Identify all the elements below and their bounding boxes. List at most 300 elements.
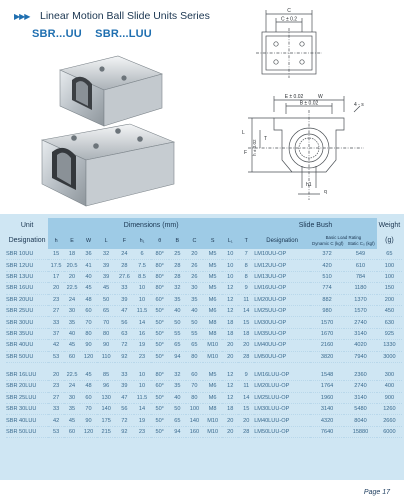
table-cell: 9 — [238, 370, 254, 381]
table-cell: 200 — [377, 294, 402, 305]
table-cell: M8 — [203, 328, 222, 339]
table-cell: 12 — [222, 294, 238, 305]
table-cell: 24 — [64, 294, 80, 305]
table-cell: 549 — [344, 249, 377, 260]
bush-designation-cell: LM30LUU-OP — [254, 404, 310, 415]
table-cell: 23 — [134, 426, 151, 437]
table-cell: 60 — [80, 305, 97, 316]
table-cell: 50 — [169, 404, 186, 415]
dim-header: h₁ — [134, 233, 151, 249]
bush-designation-cell: LM25LUU-OP — [254, 392, 310, 403]
table-cell: 160 — [186, 426, 203, 437]
table-cell: 5480 — [344, 404, 377, 415]
dim-header: S — [203, 233, 222, 249]
table-cell: 22.5 — [64, 370, 80, 381]
table-cell: 70 — [97, 317, 115, 328]
bush-designation-cell: LM20LUU-OP — [254, 381, 310, 392]
table-cell: 20 — [238, 415, 254, 426]
table-cell: 28 — [169, 271, 186, 282]
table-cell: 20 — [48, 370, 64, 381]
series-title: Linear Motion Ball Slide Units Series — [40, 10, 210, 22]
model-names — [32, 28, 162, 40]
table-cell: 50 — [97, 294, 115, 305]
unit-designation-cell: SBR 40UU — [6, 340, 48, 351]
product-photo-luu — [38, 122, 178, 208]
table-cell: 6 — [134, 249, 151, 260]
table-cell: 23 — [134, 351, 151, 362]
table-cell: 92 — [115, 351, 133, 362]
unit-designation-cell: SBR 20UU — [6, 294, 48, 305]
table-cell: 40 — [169, 305, 186, 316]
table-cell: 47 — [115, 305, 133, 316]
table-cell: 35 — [64, 317, 80, 328]
table-cell: 140 — [186, 415, 203, 426]
table-row — [6, 249, 402, 260]
table-cell: 33 — [115, 283, 133, 294]
table-row — [6, 260, 402, 271]
table-cell: 40 — [169, 392, 186, 403]
table-cell: 20 — [222, 340, 238, 351]
table-cell: 100 — [377, 260, 402, 271]
table-cell: 2740 — [344, 381, 377, 392]
table-cell: 14 — [238, 392, 254, 403]
dim-header: W — [80, 233, 97, 249]
table-cell: M5 — [203, 249, 222, 260]
table-cell: 4320 — [310, 415, 344, 426]
table-cell: 12 — [222, 392, 238, 403]
table-cell: 33 — [48, 317, 64, 328]
table-cell: 100 — [377, 271, 402, 282]
table-cell: 40 — [186, 305, 203, 316]
label-f: F — [244, 150, 248, 156]
table-cell: 39 — [115, 294, 133, 305]
table-cell: 980 — [310, 305, 344, 316]
bush-designation-cell: LM16UU-OP — [254, 283, 310, 294]
unit-designation-cell: SBR 30UU — [6, 317, 48, 328]
table-cell: 20.5 — [64, 260, 80, 271]
table-cell: 3140 — [344, 392, 377, 403]
unit-designation-cell: SBR 16LUU — [6, 370, 48, 381]
table-cell: 215 — [97, 426, 115, 437]
table-cell: 10 — [222, 249, 238, 260]
table-cell: 47 — [115, 392, 133, 403]
header-weight: Weight — [378, 222, 401, 229]
table-cell: 56 — [115, 404, 133, 415]
table-cell: 50° — [151, 305, 169, 316]
table-cell: 11 — [238, 294, 254, 305]
unit-designation-cell: SBR 50LUU — [6, 426, 48, 437]
table-cell: 41 — [80, 260, 97, 271]
table-cell: 1370 — [344, 294, 377, 305]
table-cell: 10 — [134, 381, 151, 392]
table-cell: 70 — [186, 381, 203, 392]
table-cell: 60° — [151, 294, 169, 305]
table-cell: 45 — [64, 415, 80, 426]
table-cell: 140 — [97, 404, 115, 415]
label-h-tol: h ± 0.02 — [252, 139, 257, 156]
table-row — [6, 381, 402, 392]
table-cell: 110 — [97, 351, 115, 362]
table-cell: 39 — [115, 381, 133, 392]
table-cell: M5 — [203, 271, 222, 282]
header-unit: Unit — [20, 222, 34, 229]
table-cell: 2740 — [344, 317, 377, 328]
table-row — [6, 271, 402, 282]
table-cell: M5 — [203, 370, 222, 381]
table-cell: 27.6 — [115, 271, 133, 282]
drawing-section-view — [234, 90, 384, 210]
bush-designation-cell: LM25UU-OP — [254, 305, 310, 316]
table-cell: 900 — [377, 392, 402, 403]
unit-designation-cell: SBR 25UU — [6, 305, 48, 316]
table-cell: 35 — [186, 294, 203, 305]
table-cell: M5 — [203, 283, 222, 294]
table-cell: 37 — [48, 328, 64, 339]
table-cell: 53 — [48, 351, 64, 362]
table-cell: 60 — [64, 351, 80, 362]
table-cell: 63 — [115, 328, 133, 339]
table-cell: 45 — [80, 283, 97, 294]
table-cell: 65 — [169, 415, 186, 426]
table-cell: 28 — [238, 426, 254, 437]
table-cell: 20 — [222, 415, 238, 426]
table-cell: 400 — [377, 381, 402, 392]
table-cell: 18 — [222, 317, 238, 328]
table-cell: 39 — [97, 271, 115, 282]
label-t: T — [264, 136, 268, 142]
table-cell: 420 — [310, 260, 344, 271]
table-cell: 20 — [64, 271, 80, 282]
table-cell: 15 — [48, 249, 64, 260]
table-cell: 94 — [169, 351, 186, 362]
table-cell: 80 — [80, 328, 97, 339]
product-photo-uu — [58, 50, 166, 128]
table-cell: 300 — [377, 370, 402, 381]
table-cell: 11.5 — [134, 305, 151, 316]
table-cell: 8.5 — [134, 271, 151, 282]
table-cell: 28 — [238, 351, 254, 362]
table-row — [6, 415, 402, 426]
table-cell: 14 — [134, 317, 151, 328]
table-cell: 30 — [186, 283, 203, 294]
table-cell: M6 — [203, 294, 222, 305]
table-cell: 12 — [222, 381, 238, 392]
dim-header: B — [169, 233, 186, 249]
table-cell: 1670 — [310, 328, 344, 339]
table-cell: 50° — [151, 426, 169, 437]
table-cell: 14 — [134, 404, 151, 415]
table-cell: 14 — [238, 305, 254, 316]
table-cell: 17.5 — [48, 260, 64, 271]
dim-header: F — [115, 233, 133, 249]
table-cell: 10 — [134, 283, 151, 294]
model-uu: SBR...UU — [32, 28, 82, 40]
table-cell: M8 — [203, 317, 222, 328]
bush-designation-cell: LM40UU-OP — [254, 340, 310, 351]
table-cell: 70 — [80, 317, 97, 328]
table-cell: 80 — [97, 328, 115, 339]
table-cell: 50° — [151, 392, 169, 403]
table-cell: 130 — [97, 392, 115, 403]
bush-designation-cell: LM40LUU-OP — [254, 415, 310, 426]
table-cell: M5 — [203, 260, 222, 271]
table-cell: 33 — [48, 404, 64, 415]
table-cell: 17 — [48, 271, 64, 282]
table-cell: 100 — [186, 404, 203, 415]
table-cell: 32 — [169, 370, 186, 381]
drawing-top-view — [236, 2, 356, 80]
table-row — [6, 392, 402, 403]
table-cell: 42 — [48, 415, 64, 426]
table-row — [6, 294, 402, 305]
table-cell: 30 — [64, 392, 80, 403]
table-cell: 6000 — [377, 426, 402, 437]
table-cell: 50° — [151, 340, 169, 351]
table-cell: 19 — [134, 340, 151, 351]
table-cell: 20 — [222, 351, 238, 362]
table-cell: 1330 — [377, 340, 402, 351]
table-cell: 32 — [169, 283, 186, 294]
table-cell: 610 — [344, 260, 377, 271]
table-cell: 80° — [151, 370, 169, 381]
unit-designation-cell: SBR 13UU — [6, 271, 48, 282]
arrows-icon: ▶▶▶ — [14, 12, 30, 21]
table-cell: 18 — [238, 328, 254, 339]
table-cell: 7 — [238, 249, 254, 260]
table-cell: 24 — [115, 249, 133, 260]
bush-designation-cell: LM10UU-OP — [254, 249, 310, 260]
table-cell: 50° — [151, 351, 169, 362]
table-cell: 2660 — [377, 415, 402, 426]
table-cell: 10 — [222, 260, 238, 271]
table-cell: 1548 — [310, 370, 344, 381]
table-cell: 48 — [80, 381, 97, 392]
table-cell: M10 — [203, 426, 222, 437]
table-cell: 94 — [169, 426, 186, 437]
table-cell: 8040 — [344, 415, 377, 426]
table-cell: 22.5 — [64, 283, 80, 294]
table-cell: M10 — [203, 415, 222, 426]
table-cell: 72 — [115, 340, 133, 351]
table-cell: 630 — [377, 317, 402, 328]
table-cell: 35 — [169, 294, 186, 305]
table-cell: 23 — [48, 294, 64, 305]
table-cell: 18 — [64, 249, 80, 260]
table-cell: 56 — [115, 317, 133, 328]
label-b: B ± 0.02 — [299, 100, 319, 107]
table-cell: 45 — [80, 370, 97, 381]
spec-table-panel — [0, 214, 404, 480]
table-cell: 3000 — [377, 351, 402, 362]
table-cell: 15 — [238, 317, 254, 328]
table-cell: 15880 — [344, 426, 377, 437]
unit-designation-cell: SBR 12UU — [6, 260, 48, 271]
table-cell: 2360 — [344, 370, 377, 381]
label-4s: 4 - s — [354, 102, 364, 108]
table-cell: 50 — [169, 317, 186, 328]
table-cell: 80° — [151, 283, 169, 294]
table-cell: 3140 — [344, 328, 377, 339]
table-cell: 50° — [151, 415, 169, 426]
table-cell: 25 — [169, 249, 186, 260]
table-cell: 60° — [151, 381, 169, 392]
table-cell: 40 — [80, 271, 97, 282]
table-spacer — [6, 362, 402, 370]
table-cell: 784 — [344, 271, 377, 282]
spec-table — [6, 218, 402, 438]
table-cell: M6 — [203, 305, 222, 316]
table-cell: 39 — [97, 260, 115, 271]
table-cell: 20 — [238, 340, 254, 351]
table-cell: 1260 — [377, 404, 402, 415]
table-cell: 35 — [64, 404, 80, 415]
table-cell: 8 — [238, 271, 254, 282]
table-row — [6, 305, 402, 316]
table-cell: 450 — [377, 305, 402, 316]
table-cell: 80 — [186, 351, 203, 362]
table-cell: 45 — [64, 340, 80, 351]
table-cell: 3140 — [310, 404, 344, 415]
table-row — [6, 317, 402, 328]
table-cell: 40 — [64, 328, 80, 339]
table-cell: 60 — [186, 370, 203, 381]
table-cell: 7.5 — [134, 260, 151, 271]
table-cell: 65 — [377, 249, 402, 260]
table-row — [6, 328, 402, 339]
table-row — [6, 426, 402, 437]
table-cell: 510 — [310, 271, 344, 282]
table-cell: 50° — [151, 328, 169, 339]
table-cell: 27 — [48, 392, 64, 403]
table-cell: 42 — [48, 340, 64, 351]
basic-load-rating-label: Basic Load Rating — [325, 235, 362, 240]
table-cell: 55 — [186, 328, 203, 339]
table-cell: 33 — [115, 370, 133, 381]
bush-designation-cell: LM13UU-OP — [254, 271, 310, 282]
load-rating-header — [310, 233, 377, 249]
dynamic-label: Dynamic C (kgf) — [312, 241, 344, 246]
table-cell: 120 — [80, 351, 97, 362]
dim-header: L — [97, 233, 115, 249]
dim-header: θ — [151, 233, 169, 249]
table-cell: 65 — [186, 340, 203, 351]
table-cell: 48 — [80, 294, 97, 305]
table-cell: 45 — [97, 283, 115, 294]
table-cell: 28 — [169, 260, 186, 271]
bush-designation-cell: LM12UU-OP — [254, 260, 310, 271]
label-l: L — [242, 130, 245, 136]
table-cell: 30 — [64, 305, 80, 316]
table-cell: 18 — [222, 404, 238, 415]
bush-designation-cell: LM16LUU-OP — [254, 370, 310, 381]
table-cell: 18 — [222, 328, 238, 339]
table-cell: 96 — [97, 381, 115, 392]
table-cell: 9 — [238, 283, 254, 294]
table-row — [6, 370, 402, 381]
table-cell: M6 — [203, 392, 222, 403]
table-cell: 80° — [151, 271, 169, 282]
table-cell: 12 — [222, 370, 238, 381]
unit-designation-cell: SBR 16UU — [6, 283, 48, 294]
table-cell: 70 — [80, 404, 97, 415]
table-cell: M10 — [203, 351, 222, 362]
table-cell: 2160 — [310, 340, 344, 351]
table-cell: 7940 — [344, 351, 377, 362]
table-cell: 1570 — [344, 305, 377, 316]
table-cell: 882 — [310, 294, 344, 305]
dim-header: h — [48, 233, 64, 249]
table-cell: 10 — [134, 294, 151, 305]
table-cell: 23 — [48, 381, 64, 392]
table-cell: 80 — [186, 392, 203, 403]
bush-designation-cell: LM35UU-OP — [254, 328, 310, 339]
table-cell: 28 — [115, 260, 133, 271]
table-cell: 85 — [97, 370, 115, 381]
unit-designation-cell: SBR 25LUU — [6, 392, 48, 403]
table-cell: 925 — [377, 328, 402, 339]
table-cell: 65 — [97, 305, 115, 316]
label-q: q — [324, 189, 327, 195]
table-cell: 4020 — [344, 340, 377, 351]
page-number: Page 17 — [363, 489, 390, 496]
header-designation: Designation — [8, 237, 46, 244]
table-cell: 7640 — [310, 426, 344, 437]
table-cell: 26 — [186, 260, 203, 271]
table-cell: 90 — [80, 415, 97, 426]
bush-designation-header: Designation — [254, 233, 310, 249]
table-cell: 3820 — [310, 351, 344, 362]
table-cell: 1570 — [310, 317, 344, 328]
weight-unit-header: (g) — [385, 237, 394, 244]
table-cell: 12 — [222, 283, 238, 294]
table-cell: 32 — [97, 249, 115, 260]
label-h1: h1 — [306, 182, 312, 188]
table-cell: 150 — [377, 283, 402, 294]
unit-designation-cell: SBR 30LUU — [6, 404, 48, 415]
static-label: Static C₀ (kgf) — [347, 241, 375, 246]
table-cell: 60 — [80, 392, 97, 403]
dim-header: E — [64, 233, 80, 249]
table-cell: 53 — [48, 426, 64, 437]
model-luu: SBR...LUU — [95, 28, 152, 40]
table-cell: 60 — [64, 426, 80, 437]
table-cell: 175 — [97, 415, 115, 426]
table-cell: 1960 — [310, 392, 344, 403]
table-cell: 19 — [134, 415, 151, 426]
table-cell: 8 — [238, 260, 254, 271]
table-cell: 55 — [169, 328, 186, 339]
table-cell: 92 — [115, 426, 133, 437]
table-cell: 1180 — [344, 283, 377, 294]
label-e: E ± 0.02 — [284, 94, 304, 100]
unit-designation-cell: SBR 40LUU — [6, 415, 48, 426]
table-cell: 11.5 — [134, 392, 151, 403]
table-cell: 24 — [64, 381, 80, 392]
header-slide-bush: Slide Bush — [254, 218, 377, 233]
dim-header: T — [238, 233, 254, 249]
table-cell: 12 — [222, 305, 238, 316]
unit-designation-cell: SBR 10UU — [6, 249, 48, 260]
bush-designation-cell: LM50LUU-OP — [254, 426, 310, 437]
table-cell: 90 — [80, 340, 97, 351]
label-c: C — [287, 8, 291, 14]
dim-header: L₁ — [222, 233, 238, 249]
table-row — [6, 404, 402, 415]
header-dimensions: Dimensions (mm) — [48, 218, 254, 233]
table-cell: M6 — [203, 381, 222, 392]
table-cell: 26 — [186, 271, 203, 282]
table-cell: 16 — [134, 328, 151, 339]
